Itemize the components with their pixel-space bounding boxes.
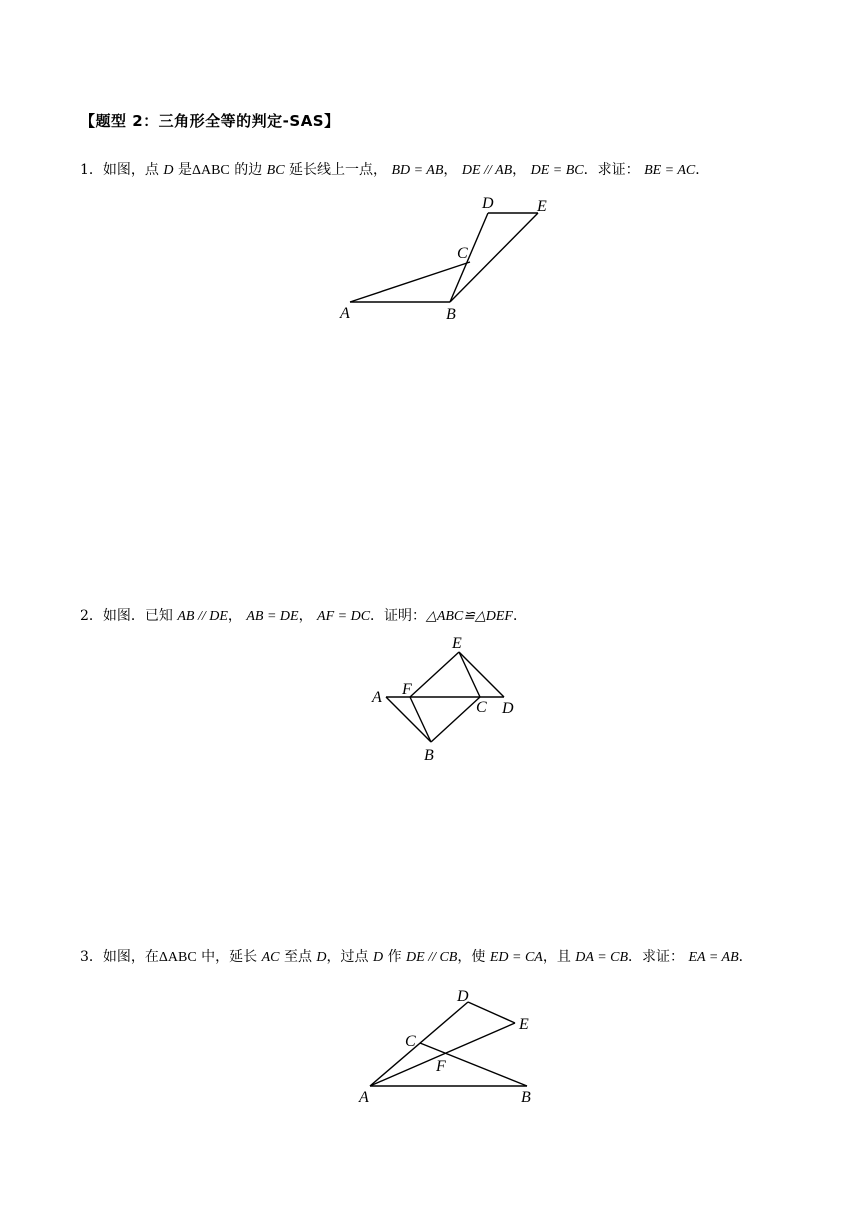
text-run: 如图，点 (102, 162, 164, 178)
math-run: AB = DE (246, 609, 299, 624)
text-run: 至点 (279, 949, 317, 965)
point-label-d: D (482, 195, 494, 212)
text-run: 中，延长 (196, 949, 262, 965)
point-label-e: E (452, 635, 462, 652)
text-run: ． (695, 162, 710, 178)
text-run: 延长线上一点， (284, 162, 392, 178)
math-run: BE = AC (644, 163, 696, 178)
problem-number: 3． (80, 949, 103, 965)
point-label-d: D (502, 700, 514, 717)
math-run: D (373, 950, 384, 965)
text-run: 是 (173, 162, 192, 178)
math-run: D (316, 950, 327, 965)
point-label-c: C (405, 1033, 416, 1050)
point-label-a: A (340, 305, 350, 322)
point-label-b: B (446, 306, 456, 323)
text-run: ，过点 (326, 949, 373, 965)
segment-ad (370, 1002, 468, 1086)
math-run: AC (261, 950, 280, 965)
segment-fe (410, 652, 459, 697)
math-run: D (163, 163, 174, 178)
point-label-d: D (457, 988, 469, 1005)
point-label-f: F (436, 1058, 446, 1075)
text-run: 作 (383, 949, 407, 965)
point-label-b: B (521, 1089, 531, 1106)
text-run: 如图，在 (102, 949, 159, 965)
math-run: ΔABC (158, 950, 197, 965)
point-label-a: A (359, 1089, 369, 1106)
segment-bc (431, 697, 480, 742)
text-run: 如图．已知 (102, 608, 178, 624)
math-run: BD = AB (391, 163, 444, 178)
math-run: AB // DE (177, 609, 228, 624)
text-run: ．证明： (370, 608, 427, 624)
problem-number: 1． (80, 162, 103, 178)
math-run: AF = DC (317, 609, 371, 624)
text-run: ． (738, 949, 753, 965)
point-label-c: C (457, 245, 468, 262)
segment-de (468, 1002, 515, 1023)
problem-3-text (80, 947, 753, 968)
segment-ec (459, 652, 480, 697)
segment-fb (410, 697, 431, 742)
segment-ed (459, 652, 504, 697)
math-run: DE // CB (406, 950, 458, 965)
point-label-e: E (519, 1016, 529, 1033)
text-run: 的边 (229, 162, 267, 178)
math-run: ΔABC (191, 163, 230, 178)
math-run: DA = CB (575, 950, 629, 965)
problem-1-text (80, 160, 709, 181)
text-run: ．求证： (583, 162, 645, 178)
text-run: ， (443, 162, 462, 178)
text-run: ，使 (457, 949, 490, 965)
text-run: ， (298, 608, 318, 624)
figure-2-diagram (360, 630, 530, 765)
text-run: ． (512, 608, 527, 624)
point-label-c: C (476, 699, 487, 716)
text-run: ．求证： (628, 949, 689, 965)
figure-1-diagram (330, 190, 560, 325)
point-label-a: A (372, 689, 382, 706)
segment-ab (386, 697, 431, 742)
math-run: △ABC≌△DEF (426, 609, 513, 624)
text-run: ，且 (542, 949, 576, 965)
point-label-e: E (537, 198, 547, 215)
math-run: ED = CA (489, 950, 543, 965)
point-label-f: F (402, 681, 412, 698)
text-run: ， (227, 608, 247, 624)
segment-bd (450, 213, 488, 302)
math-run: BC (266, 163, 285, 178)
math-run: DE // AB (461, 163, 513, 178)
text-run: ， (512, 162, 531, 178)
segment-ae (370, 1023, 515, 1086)
figure-3-diagram (350, 985, 550, 1110)
math-run: EA = AB (688, 950, 739, 965)
point-label-b: B (424, 747, 434, 764)
problem-2-text (80, 606, 527, 627)
problem-number: 2． (80, 608, 103, 624)
section-heading: 【题型 2：三角形全等的判定-SAS】 (80, 112, 340, 130)
math-run: DE = BC (530, 163, 584, 178)
